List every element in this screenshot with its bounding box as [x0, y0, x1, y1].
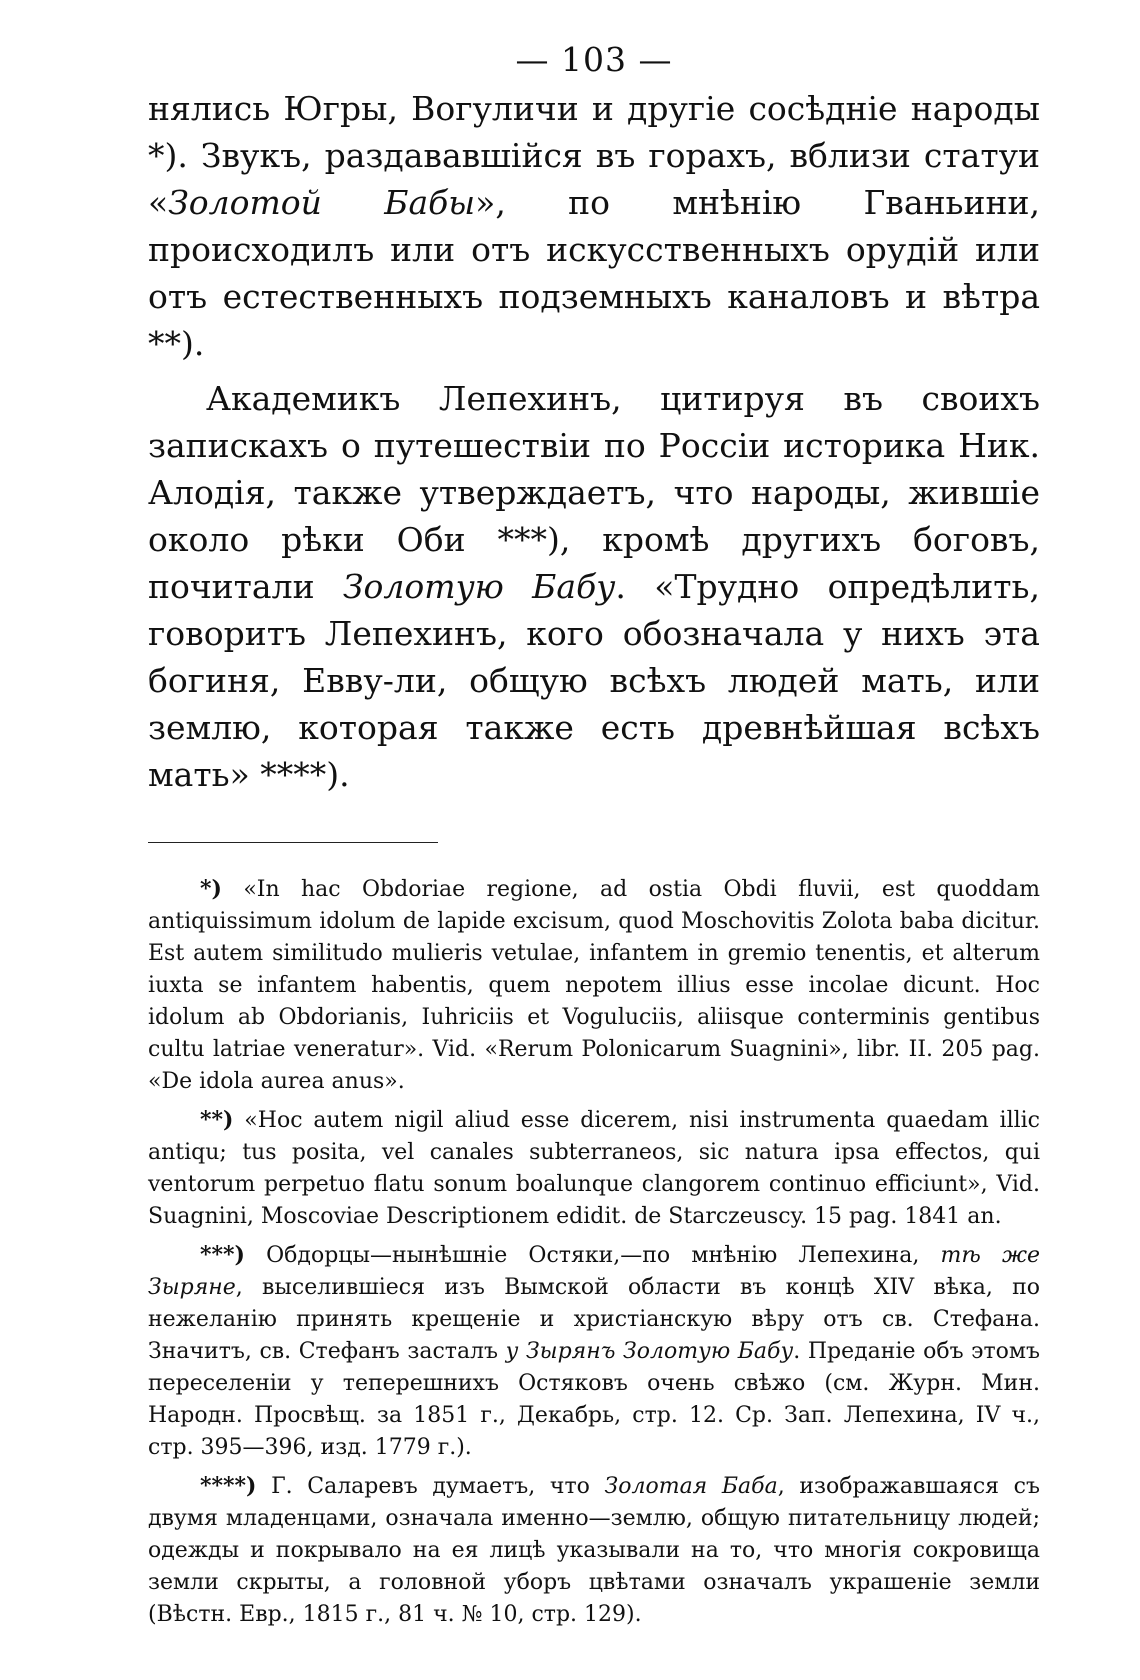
- footnote-1: [148, 873, 1040, 1098]
- italic-run: у Зырянъ Золотую Бабу: [505, 1339, 794, 1364]
- text-run: нялись Югры, Вогуличи и другіе сосѣдніе народы *). Звукъ, раздававшійся въ горахъ, вблизи статуи «: [148, 89, 1040, 222]
- text-run: . Преданіе объ этомъ переселеніи у теперешнихъ Остяковъ очень свѣжо (см. Журн. Мин. Народн. Просвѣщ. за 1851 г., Декабрь, стр. 12. Ср. Зап. Лепехина, IV ч., стр. 395—396, изд. 1779 г.).: [148, 1339, 1041, 1460]
- main-text: [148, 85, 1040, 798]
- italic-run: Золотую Бабу: [342, 567, 616, 606]
- footnote-4: [148, 1470, 1040, 1631]
- footnote-2: [148, 1104, 1040, 1233]
- paragraph-1: [148, 85, 1040, 367]
- text-run: . «Трудно опредѣлить, говоритъ Лепехинъ, кого обозначала у нихъ эта богиня, Евву-ли, общую всѣхъ людей мать, или землю, которая также есть древнѣйшая всѣхъ мать» ****).: [148, 567, 1040, 794]
- italic-run: тѣ же Зыряне: [148, 1243, 1041, 1300]
- italic-run: Золотой Бабы: [168, 183, 476, 222]
- text-run: », по мнѣнію Гваньини, происходилъ или отъ искусственныхъ орудій или отъ естественныхъ подземныхъ каналовъ и вѣтра **).: [148, 183, 1040, 363]
- book-page: [148, 40, 1040, 1660]
- text-run: Обдорцы—нынѣшніе Остяки,—по мнѣнію Лепехина,: [266, 1243, 941, 1268]
- italic-run: Золотая Баба: [604, 1474, 778, 1499]
- text-run: Академикъ Лепехинъ, цитируя въ своихъ запискахъ о путешествіи по Россіи историка Ник. Алодія, также утверждаетъ, что народы, жившіе около рѣки Оби ***), кромѣ другихъ боговъ, почитали: [148, 379, 1040, 606]
- paragraph-2: [148, 375, 1040, 798]
- footnote-mark: *): [200, 876, 222, 902]
- footnote-mark: ***): [200, 1242, 245, 1268]
- text-run: «Hoc autem nigil aliud esse dicerem, nisi instrumenta quaedam illic antiqu; tus posita, vel canales subterraneos, sic natura ipsa effectos, qui ventorum perpetuo flatu sonum boalunque clangorem continuo efficiunt», Vid. Suagnini, Moscoviae Descriptionem edidit. de Starczeuscy. 15 pag. 1841 an.: [148, 1108, 1041, 1229]
- footnote-separator: [148, 842, 438, 843]
- footnote-mark: ****): [200, 1473, 257, 1499]
- text-run: «In hac Obdoriae regione, ad ostia Obdi fluvii, est quoddam antiquissimum idolum de lapide excisum, quod Moschovitis Zolota baba dicitur. Est autem similitudo mulieris vetulae, infantem in gremio tenentis, et alterum iuxta se infantem habentis, quem nepotem illius esse incolae dicunt. Hoc idolum ab Obdorianis, Iuhriciis et Voguluciis, aliisque conterminis gentibus cultu latriae veneratur». Vid. «Rerum Polonicarum Suagnini», libr. II. 205 pag. «De idola aurea anus».: [148, 877, 1040, 1094]
- text-run: , изображавшаяся съ двумя младенцами, означала именно—землю, общую питательницу людей; одежды и покрывало на ея лицѣ указывали на то, что многія сокровища земли скрыты, а головной уборъ цвѣтами означалъ украшеніе земли (Вѣстн. Евр., 1815 г., 81 ч. № 10, стр. 129).: [148, 1474, 1040, 1627]
- text-run: Г. Саларевъ думаетъ, что: [271, 1474, 605, 1499]
- footnote-3: [148, 1239, 1040, 1464]
- footnotes: [148, 873, 1040, 1631]
- text-run: , выселившіеся изъ Вымской области въ концѣ XIV вѣка, по нежеланію принять крещеніе и христіанскую вѣру отъ св. Стефана. Значитъ, св. Стефанъ засталъ: [148, 1275, 1040, 1364]
- page-number: — 103 —: [515, 40, 673, 79]
- footnote-mark: **): [200, 1107, 234, 1133]
